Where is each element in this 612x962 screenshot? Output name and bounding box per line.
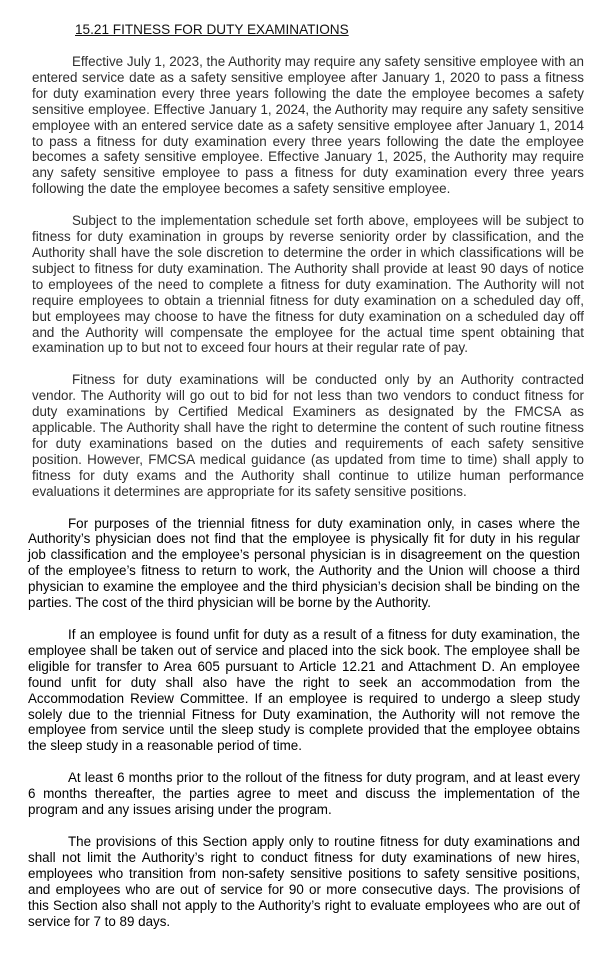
paragraph-vendors: Fitness for duty examinations will be conducted only by an Authority contracted vendor. The Authority will go out to bid for not less than two vendors to conduct fitness for duty examinations by Certified Medical Examiners as designated by the FMCSA as applicable. The Authority shall have the right to determine the content of such routine fitness for duty examinations based on the duties and requirements of each safety sensitive position. However, FMCSA medical guidance (as updated from time to time) shall apply to fitness for duty exams and the Authority shall continue to utilize human performance evaluations it determines are appropriate for its safety sensitive positions.: [32, 372, 584, 499]
paragraph-scope: The provisions of this Section apply only to routine fitness for duty examinations and shall not limit the Authority’s right to conduct fitness for duty examinations of new hires, employees who transition from non-safety sensitive positions to safety sensitive positions, and employees who are out of service for 90 or more consecutive days. The provisions of this Section also shall not apply to the Authority’s right to evaluate employees who are out of service for 7 to 89 days.: [28, 833, 580, 929]
paragraph-implementation-dates: Effective July 1, 2023, the Authority may require any safety sensitive employee with an entered service date as a safety sensitive employee after January 1, 2020 to pass a fitness for duty examination every three years following the date the employee becomes a safety sensitive employee. Effective January 1, 2024, the Authority may require any safety sensitive employee with an entered service date as a safety sensitive employee after January 1, 2014 to pass a fitness for duty examination every three years following the date the employee becomes a safety sensitive employee. Effective January 1, 2025, the Authority may require any safety sensitive employee to pass a fitness for duty examination every three years following the date the employee becomes a safety sensitive employee.: [32, 54, 584, 197]
paragraph-meetings: At least 6 months prior to the rollout of the fitness for duty program, and at least every 6 months thereafter, the parties agree to meet and discuss the implementation of the program and any issues arising under the program.: [28, 770, 580, 818]
paragraph-schedule: Subject to the implementation schedule set forth above, employees will be subject to fitness for duty examination in groups by reverse seniority order by classification, and the Authority shall have the sole discretion to determine the order in which classifications will be subject to fitness for duty examination. The Authority shall provide at least 90 days of notice to employees of the need to complete a fitness for duty examination. The Authority will not require employees to obtain a triennial fitness for duty examination on a scheduled day off, but employees may choose to have the fitness for duty examination on a scheduled day off and the Authority will compensate the employee for the actual time spent obtaining that examination up to but not to exceed four hours at their regular rate of pay.: [32, 213, 584, 356]
paragraph-unfit-for-duty: If an employee is found unfit for duty as a result of a fitness for duty examination, the employee shall be taken out of service and placed into the sick book. The employee shall be eligible for transfer to Area 605 pursuant to Article 12.21 and Attachment D. An employee found unfit for duty shall also have the right to seek an accommodation from the Accommodation Review Committee. If an employee is required to undergo a sleep study solely due to the triennial Fitness for Duty examination, the Authority will not remove the employee from service until the sleep study is complete provided that the employee obtains the sleep study in a reasonable period of time.: [28, 627, 580, 754]
section-heading: 15.21 FITNESS FOR DUTY EXAMINATIONS: [75, 22, 349, 37]
paragraph-third-physician: For purposes of the triennial fitness for duty examination only, in cases where the Authority’s physician does not find that the employee is physically fit for duty in his regular job classification and the employee’s personal physician is in disagreement on the question of the employee’s fitness to return to work, the Authority and the Union will choose a third physician to examine the employee and the third physician’s decision shall be binding on the parties. The cost of the third physician will be borne by the Authority.: [28, 515, 580, 611]
